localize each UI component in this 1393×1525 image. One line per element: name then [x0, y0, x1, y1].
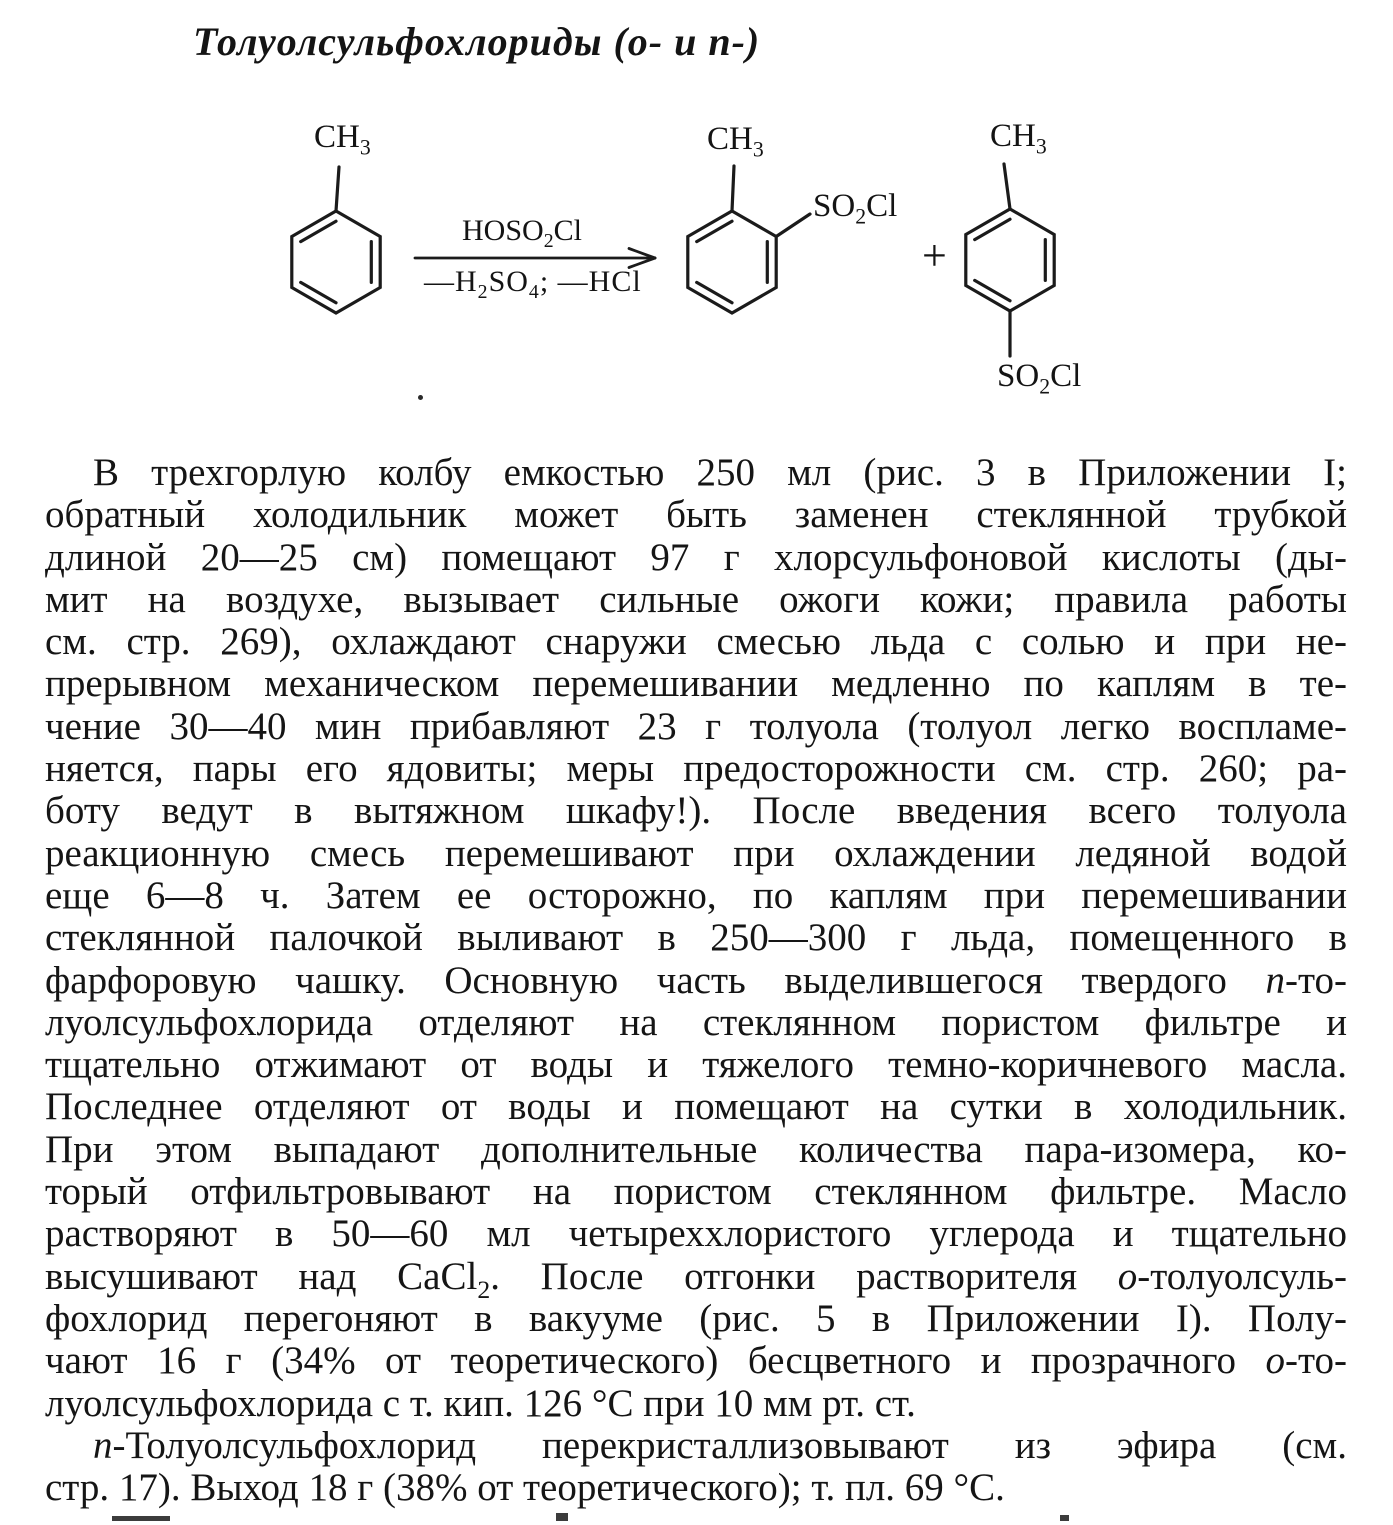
arrow-byproducts-label: $—H_2SO_4$; —HCl — [424, 265, 642, 303]
ortho-ch3-bond — [732, 166, 734, 211]
para-product-ring — [966, 164, 1054, 356]
toluene-ch3-bond — [336, 167, 339, 211]
arrow-reagent-label: $HOSO_2Cl$ — [462, 214, 582, 252]
reaction-scheme — [0, 95, 1393, 430]
para-ch3-bond — [1004, 164, 1010, 209]
text-line: торый отфильтровывают на пористом стеклянном фильтре. Масло — [45, 1170, 1347, 1214]
text-line: фарфоровую чашку. Основную часть выделившегося твердого п-то- — [45, 958, 1347, 1002]
text-line: длиной 20—25 см) помещают 97 г хлорсульфоновой кислоты (ды- — [45, 535, 1347, 579]
text-line: реакционную смесь перемешивают при охлаждении ледяной водой — [45, 831, 1347, 875]
text-line: луолсульфохлорида отделяют на стеклянном пористом фильтре и — [45, 1000, 1347, 1044]
plus-sign: + — [922, 231, 947, 280]
ortho-product-ring — [688, 166, 810, 313]
text-line: В трехгорлую колбу емкостью 250 мл (рис. 3 в Приложении I; — [93, 451, 1347, 494]
text-line: п-Толуолсульфохлорид перекристаллизовывают из эфира (см. — [93, 1423, 1347, 1467]
text-line: няется, пары его ядовиты; меры предосторожности см. стр. 260; ра- — [45, 747, 1347, 791]
page-title: Толуолсульфохлориды (о- и п-) — [193, 19, 761, 64]
para-so2cl-label: $SO_2Cl$ — [997, 358, 1082, 399]
text-line: растворяют в 50—60 мл четыреххлористого углерода и тщательно — [45, 1212, 1347, 1256]
text-line: тщательно отжимают от воды и тяжелого темно-коричневого масла. — [45, 1043, 1347, 1087]
reaction-scheme-drawing — [0, 95, 1393, 430]
text-line: высушивают над CaCl$_2$. После отгонки растворителя о-толуолсуль- — [45, 1254, 1347, 1304]
para-ch3-label: $CH_3$ — [990, 118, 1047, 159]
cut-off-next-line-fragment — [556, 1513, 568, 1521]
text-line: боту ведут в вытяжном шкафу!). После введения всего толуола — [45, 789, 1347, 833]
text-line: обратный холодильник может быть заменен стеклянной трубкой — [45, 493, 1347, 537]
procedure-text — [45, 452, 1347, 1509]
text-line: прерывном механическом перемешивании медленно по каплям в те- — [45, 662, 1347, 706]
cut-off-next-line-fragment — [1060, 1515, 1069, 1521]
paragraph — [45, 1425, 1347, 1510]
ortho-ch3-label: $CH_3$ — [707, 121, 764, 162]
text-line: луолсульфохлорида с т. кип. 126 °С при 10 мм рт. ст. — [45, 1381, 916, 1425]
text-line: чение 30—40 мин прибавляют 23 г толуола (толуол легко воспламе- — [45, 704, 1347, 748]
ortho-so2cl-label: $SO_2Cl$ — [813, 188, 898, 229]
scan-speck — [418, 395, 423, 400]
ortho-so2cl-bond — [776, 214, 810, 237]
toluene-ring — [292, 167, 380, 313]
text-line: фохлорид перегоняют в вакууме (рис. 5 в Приложении I). Полу- — [45, 1296, 1347, 1340]
paragraph — [45, 452, 1347, 1425]
text-line: мит на воздухе, вызывает сильные ожоги кожи; правила работы — [45, 577, 1347, 621]
cut-off-next-line-fragment — [112, 1516, 170, 1521]
text-line: Последнее отделяют от воды и помещают на сутки в холодильник. — [45, 1085, 1347, 1129]
text-line: чают 16 г (34% от теоретического) бесцветного и прозрачного о-то- — [45, 1339, 1347, 1383]
text-line: см. стр. 269), охлаждают снаружи смесью льда с солью и при не- — [45, 620, 1347, 664]
text-line: стеклянной палочкой выливают в 250—300 г льда, помещенного в — [45, 916, 1347, 960]
text-line: При этом выпадают дополнительные количества пара-изомера, ко- — [45, 1127, 1347, 1171]
text-line: стр. 17). Выход 18 г (38% от теоретического); т. пл. 69 °С. — [45, 1466, 1005, 1510]
toluene-ch3-label: $CH_3$ — [314, 119, 371, 160]
text-line: еще 6—8 ч. Затем ее осторожно, по каплям при перемешивании — [45, 873, 1347, 917]
